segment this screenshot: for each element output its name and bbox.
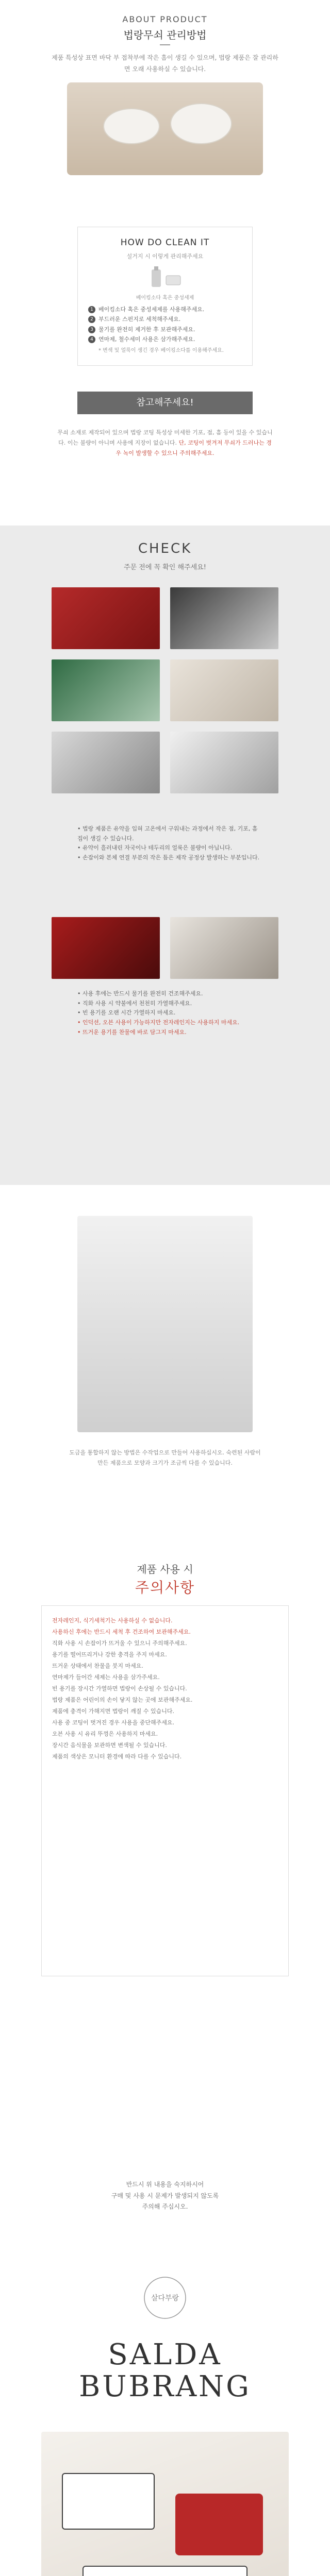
about-title-ko: 법랑무쇠 관리방법 [123, 29, 207, 41]
cleaning-subtitle: 설거지 시 이렇게 관리해주세요 [126, 253, 204, 260]
product-photo [67, 82, 263, 175]
list-item: • 뜨거운 용기를 찬물에 바로 담그지 마세요. [77, 1028, 187, 1036]
check-caption: 도금을 통합하지 않는 방법은 수작업으로 만들어 사용하십시오. 숙련된 사람이 만든 제품으로 모양과 크기가 조금씩 다를 수 있습니다. [69, 1449, 261, 1466]
defect-photo [52, 587, 160, 649]
list-item: 법랑 제품은 어린이의 손이 닿지 않는 곳에 보관해주세요. [52, 1697, 193, 1703]
cleaning-steps [88, 304, 243, 344]
list-item: • 빈 용기를 오랜 시간 가열하지 마세요. [77, 1009, 176, 1016]
defect-photo [52, 917, 160, 979]
pot-image [175, 2494, 263, 2555]
defect-photo [170, 587, 278, 649]
product-photo [41, 2432, 289, 2576]
list-item: 제품에 충격이 가해지면 법랑이 깨질 수 있습니다. [52, 1708, 174, 1715]
check-bullets-1 [77, 824, 263, 863]
guide-title-red: 주의사항 [135, 1579, 195, 1596]
bowl-image [170, 103, 232, 144]
list-item: • 사용 후에는 반드시 물기를 완전히 건조해주세요. [77, 990, 203, 997]
brand-title: SALDA BUBRANG [79, 2338, 251, 2403]
product-photo [77, 1216, 253, 1432]
list-item: 용기를 떨어뜨리거나 강한 충격을 주지 마세요. [52, 1651, 167, 1658]
list-item: 빈 용기를 장시간 가열하면 법랑이 손상될 수 있습니다. [52, 1685, 187, 1692]
defect-photo [52, 659, 160, 721]
list-item: 1 베이킹소다 혹은 중성세제를 사용해주세요. [88, 304, 243, 314]
step-number-icon: 2 [88, 316, 95, 323]
divider [160, 44, 170, 45]
list-item: 직화 사용 시 손잡이가 뜨거울 수 있으니 주의해주세요. [52, 1640, 187, 1647]
list-item: • 유약이 흘러내린 자국이나 테두리의 얼룩은 불량이 아닙니다. [77, 844, 233, 852]
list-item: 사용 중 코팅이 벗겨진 경우 사용을 중단해주세요. [52, 1719, 174, 1726]
after-note: 반드시 위 내용을 숙지하시어 구매 및 사용 시 문제가 발생되지 않도록 주의해 주십시오. [111, 2181, 219, 2211]
defect-photo [170, 917, 278, 979]
list-item: 4 연마제, 철수세미 사용은 삼가해주세요. [88, 334, 243, 344]
check-section-2 [0, 1216, 330, 1515]
check-title: CHECK [138, 541, 192, 556]
guide-title: 제품 사용 시 [137, 1563, 193, 1575]
list-item: • 인덕션, 오븐 사용이 가능하지만 전자레인지는 사용하지 마세요. [77, 1019, 240, 1026]
about-section [0, 0, 330, 191]
container-image [82, 2566, 248, 2576]
caution-list-box [41, 1605, 289, 1976]
cleaning-title: HOW DO CLEAN IT [120, 238, 210, 248]
container-image [62, 2473, 155, 2530]
check-section [0, 526, 330, 1185]
list-item: 사용하신 후에는 반드시 세척 후 건조하여 보관해주세요. [52, 1629, 191, 1635]
reference-text: 무쇠 소재로 제작되어 있으며 법랑 코팅 특성상 미세한 기포, 점, 흠 등이 있을 수 있습니다. 이는 불량이 아니며 사용에 지장이 없습니다. 단, 코팅이 벗겨져 무쇠가 드러나는 경우 녹이 발생할 수 있으니 주의해주세요. [57, 429, 273, 456]
sponge-detergent-icon [147, 264, 184, 290]
defect-photo [170, 732, 278, 793]
list-item: 장시간 음식물을 보관하면 변색될 수 있습니다. [52, 1742, 167, 1749]
caution-list [42, 1606, 288, 1772]
reference-banner: 참고해주세요! [77, 392, 253, 414]
defect-photo [170, 659, 278, 721]
check-subtitle: 주문 전에 꼭 확인 해주세요! [124, 564, 206, 571]
about-title-en: ABOUT PRODUCT [122, 14, 208, 24]
list-item: 뜨거운 상태에서 찬물을 붓지 마세요. [52, 1663, 143, 1669]
list-item: 전자레인지, 식기세척기는 사용하실 수 없습니다. [52, 1617, 173, 1624]
list-item: 2 부드러운 스펀지로 세척해주세요. [88, 314, 243, 324]
cleaning-note: * 변색 및 얼룩이 생긴 경우 베이킹소다를 이용해주세요. [98, 348, 224, 353]
defect-photo [52, 732, 160, 793]
list-item: • 법랑 제품은 유약을 입혀 고온에서 구워내는 과정에서 작은 점, 기포, 흠집이 생길 수 있습니다. [77, 825, 258, 842]
list-item: 오븐 사용 시 유리 뚜껑은 사용하지 마세요. [52, 1731, 158, 1737]
brand-logo-icon [129, 2272, 201, 2324]
reference-warning: 단, 코팅이 벗겨져 무쇠가 드러나는 경우 녹이 발생할 수 있으니 주의해주세요. [116, 439, 272, 456]
list-item: • 손잡이와 본체 연결 부분의 작은 틈은 제작 공정상 발생하는 부분입니다. [77, 854, 260, 861]
check-bullets-2 [77, 989, 263, 1037]
step-number-icon: 4 [88, 336, 95, 343]
bowl-image [103, 108, 160, 144]
step-number-icon: 3 [88, 326, 95, 333]
list-item: 연마제가 들어간 세제는 사용을 삼가주세요. [52, 1674, 160, 1681]
list-item: 제품의 색상은 모니터 환경에 따라 다를 수 있습니다. [52, 1753, 182, 1760]
cleaning-caption: 베이킹소다 혹은 중성세제 [136, 295, 194, 301]
list-item: 3 물기를 완전히 제거한 후 보관해주세요. [88, 325, 243, 334]
cleaning-guide-box [77, 227, 253, 366]
logo-text: 살다부랑 [151, 2294, 179, 2302]
about-description: 제품 특성상 표면 바닥 부 접착부에 작은 흠이 생길 수 있으며, 법랑 제품은 잘 관리하면 오래 사용하실 수 있습니다. [52, 54, 278, 73]
step-number-icon: 1 [88, 306, 95, 313]
list-item: • 직화 사용 시 약불에서 천천히 가열해주세요. [77, 999, 192, 1007]
